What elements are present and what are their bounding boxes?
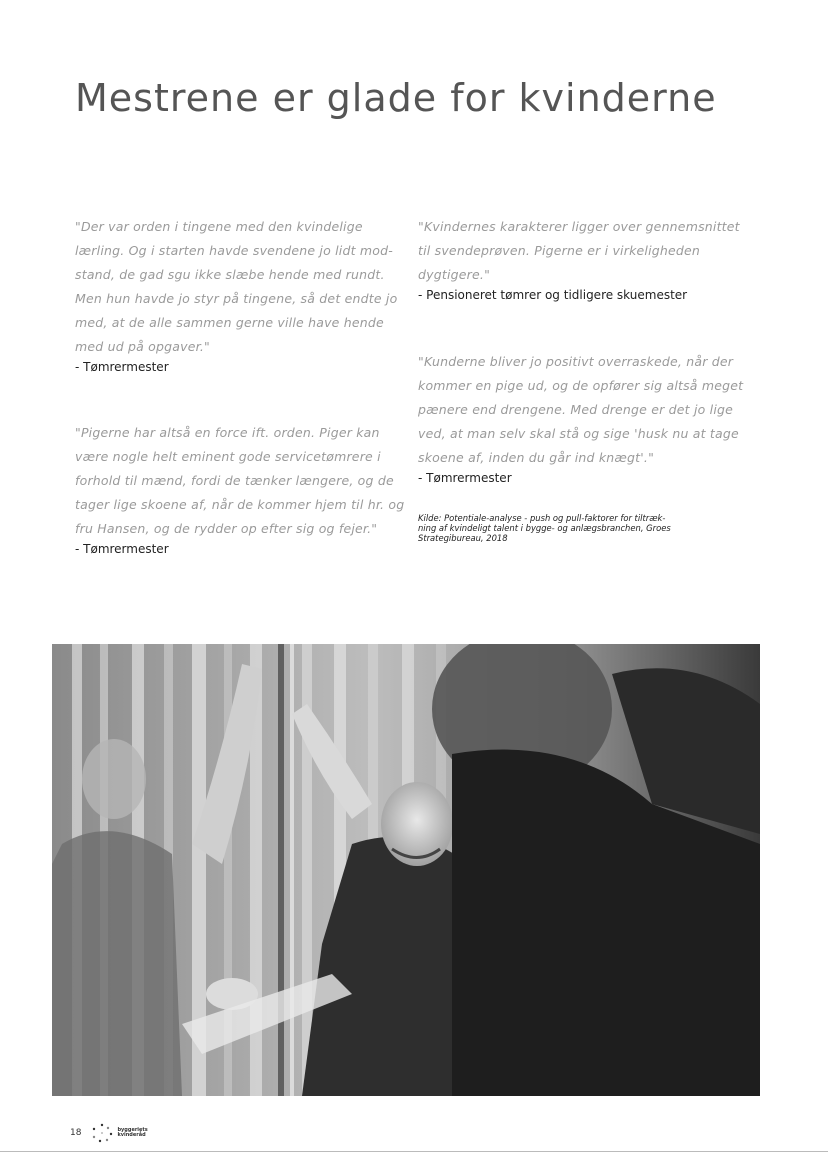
bottom-rule — [0, 1151, 828, 1152]
workshop-photo — [52, 644, 760, 1096]
quote-line: skoene af, inden du går ind knægt'." — [418, 450, 655, 465]
source-line: ning af kvindeligt talent i bygge- og anlægsbranchen, Groes — [418, 523, 671, 533]
quote-line: "Kvindernes karakterer ligger over gennemsnittet — [418, 219, 740, 234]
quote-line: dygtigere." — [418, 267, 491, 282]
quote-attribution: - Pensioneret tømrer og tidligere skuemester — [418, 288, 688, 302]
page-number: 18 — [70, 1128, 82, 1138]
quote-block — [75, 421, 420, 558]
quote-text — [418, 350, 763, 470]
footer-logo — [91, 1123, 147, 1143]
quote-line: med ud på opgaver." — [75, 339, 210, 354]
logo-line: byggeriets — [117, 1127, 148, 1133]
quote-attribution: - Tømrermester — [75, 360, 169, 374]
quote-line: Men hun havde jo styr på tingene, så det endte jo — [75, 291, 398, 306]
right-quote-column — [418, 215, 763, 543]
quote-line: "Kunderne bliver jo positivt overraskede, når der — [418, 354, 734, 369]
quote-block — [418, 350, 763, 487]
quote-line: til svendeprøven. Pigerne er i virkeligheden — [418, 243, 701, 258]
source-line: Strategibureau, 2018 — [418, 533, 508, 543]
logo-wordmark — [117, 1128, 147, 1138]
page-footer — [70, 1122, 148, 1144]
quote-line: kommer en pige ud, og de opfører sig altså meget — [418, 378, 744, 393]
quote-line: med, at de alle sammen gerne ville have hende — [75, 315, 384, 330]
source-citation — [418, 513, 748, 543]
quote-line: pænere end drengene. Med drenge er det jo lige — [418, 402, 734, 417]
quote-line: forhold til mænd, fordi de tænker længere, og de — [75, 473, 394, 488]
quote-line: ved, at man selv skal stå og sige 'husk nu at tage — [418, 426, 739, 441]
quote-text — [75, 215, 420, 359]
source-line: Kilde: Potentiale-analyse - push og pull-faktorer for tiltræk- — [418, 513, 666, 523]
quote-line: stand, de gad sgu ikke slæbe hende med rundt. — [75, 267, 385, 282]
quote-attribution: - Tømrermester — [75, 542, 169, 556]
quote-line: være nogle helt eminent gode servicetømrere i — [75, 449, 381, 464]
logo-line: kvinderåd — [117, 1132, 146, 1138]
page-title: Mestrene er glade for kvinderne — [75, 76, 717, 120]
quote-line: "Der var orden i tingene med den kvindelige — [75, 219, 363, 234]
quote-text — [418, 215, 763, 287]
left-quote-column — [75, 215, 420, 603]
quote-line: lærling. Og i starten havde svendene jo lidt mod- — [75, 243, 393, 258]
photo-illustration — [52, 644, 760, 1096]
quote-line: fru Hansen, og de rydder op efter sig og fejer." — [75, 521, 378, 536]
quote-attribution: - Tømrermester — [418, 471, 512, 485]
quote-block — [418, 215, 763, 304]
dots-logo-icon — [91, 1123, 113, 1143]
quote-line: "Pigerne har altså en force ift. orden. Piger kan — [75, 425, 380, 440]
quote-block — [75, 215, 420, 376]
quote-line: tager lige skoene af, når de kommer hjem til hr. og — [75, 497, 405, 512]
quote-text — [75, 421, 420, 541]
